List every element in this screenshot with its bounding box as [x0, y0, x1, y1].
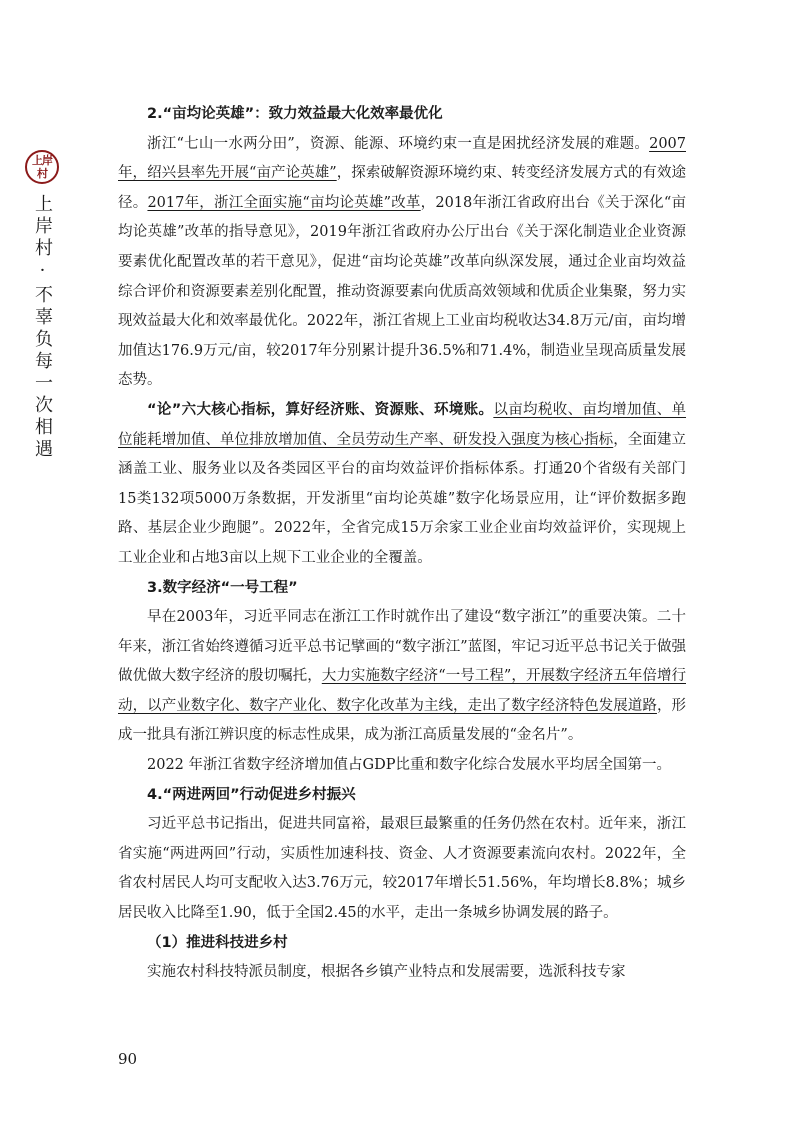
underlined-phrase: 以亩均税收、亩均增加值、单位能耗增加值、单位排放增加值、全员劳动生产率、研发投入强度为核心指标: [118, 401, 687, 448]
section-heading-4: 4.“两进两回”行动促进乡村振兴: [147, 786, 356, 803]
section-heading-3: 3.数字经济“一号工程”: [147, 579, 298, 596]
vertical-running-title: 上岸村·不辜负每一次相遇: [32, 194, 53, 461]
page-number: 90: [118, 1050, 138, 1068]
running-sidebar: [22, 150, 62, 461]
paragraph: 早在2003年，习近平同志在浙江工作时就作出了建设“数字浙江”的重要决策。二十年来，浙江省始终遵循习近平总书记擘画的“数字浙江”蓝图，牢记习近平总书记关于做强做优做大数字经济的殷切嘱托，大力实施数字经济“一号工程”，开展数字经济五年倍增行动，以产业数字化、数字产业化、数字化改革为主线，走出了数字经济特色发展道路，形成一批具有浙江辨识度的标志性成果，成为浙江高质量发展的“金名片”。: [118, 609, 687, 744]
paragraph: 2022 年浙江省数字经济增加值占GDP比重和数字化综合发展水平均居全国第一。: [147, 757, 671, 774]
paragraph: 实施农村科技特派员制度，根据各乡镇产业特点和发展需要，选派科技专家: [147, 964, 626, 981]
page-body: [118, 100, 686, 988]
underlined-phrase: 大力实施数字经济“一号工程”，开展数字经济五年倍增行动，以产业数字化、数字产业化、数字化改革为主线，走出了数字经济特色发展道路: [118, 668, 686, 714]
sub-heading: （1）推进科技进乡村: [147, 934, 288, 951]
paragraph: 浙江“七山一水两分田”，资源、能源、环境约束一直是困扰经济发展的难题。2007年，绍兴县率先开展“亩产论英雄”，探索破解资源环境约束、转变经济发展方式的有效途径。2017年，浙江全面实施“亩均论英雄”改革，2018年浙江省政府出台《关于深化“亩均论英雄”改革的指导意见》，2019年浙江省政府办公厅出台《关于深化制造业企业资源要素优化配置改革的若干意见》，促进“亩均论英雄”改革向纵深发展，通过企业亩均效益综合评价和资源要素差别化配置，推动资源要素向优质高效领域和优质企业集聚，努力实现效益最大化和效率最优化。2022年，浙江省规上工业亩均税收达34.8万元/亩，亩均增加值达176.9万元/亩，较2017年分别累计提升36.5%和71.4%，制造业呈现高质量发展态势。: [118, 135, 687, 389]
paragraph: “论”六大核心指标，算好经济账、资源账、环境账。以亩均税收、亩均增加值、单位能耗增加值、单位排放增加值、全员劳动生产率、研发投入强度为核心指标，全面建立涵盖工业、服务业以及各类园区平台的亩均效益评价指标体系。打通20个省级有关部门15类132项5000万条数据，开发浙里“亩均论英雄”数字化场景应用，让“评价数据多跑路、基层企业少跑腿”。2022年，全省完成15万余家工业企业亩均效益评价，实现规上工业企业和占地3亩以上规下工业企业的全覆盖。: [118, 401, 687, 566]
underlined-phrase: 2007年，绍兴县率先开展“亩产论英雄”: [118, 135, 686, 182]
bold-lead: “论”六大核心指标，算好经济账、资源账、环境账。: [147, 401, 494, 418]
paragraph: 习近平总书记指出，促进共同富裕，最艰巨最繁重的任务仍然在农村。近年来，浙江省实施“两进两回”行动，实质性加速科技、资金、人才资源要素流向农村。2022年，全省农村居民人均可支配收入达3.76万元，较2017年增长51.56%，年均增长8.8%；城乡居民收入比降至1.90，低于全国2.45的水平，走出一条城乡协调发展的路子。: [118, 816, 686, 922]
seal-logo: 上岸村: [25, 150, 59, 184]
underlined-phrase: 2017年，浙江全面实施“亩均论英雄”改革: [147, 194, 421, 211]
section-heading-2: 2.“亩均论英雄”：致力效益最大化效率最优化: [147, 106, 443, 122]
